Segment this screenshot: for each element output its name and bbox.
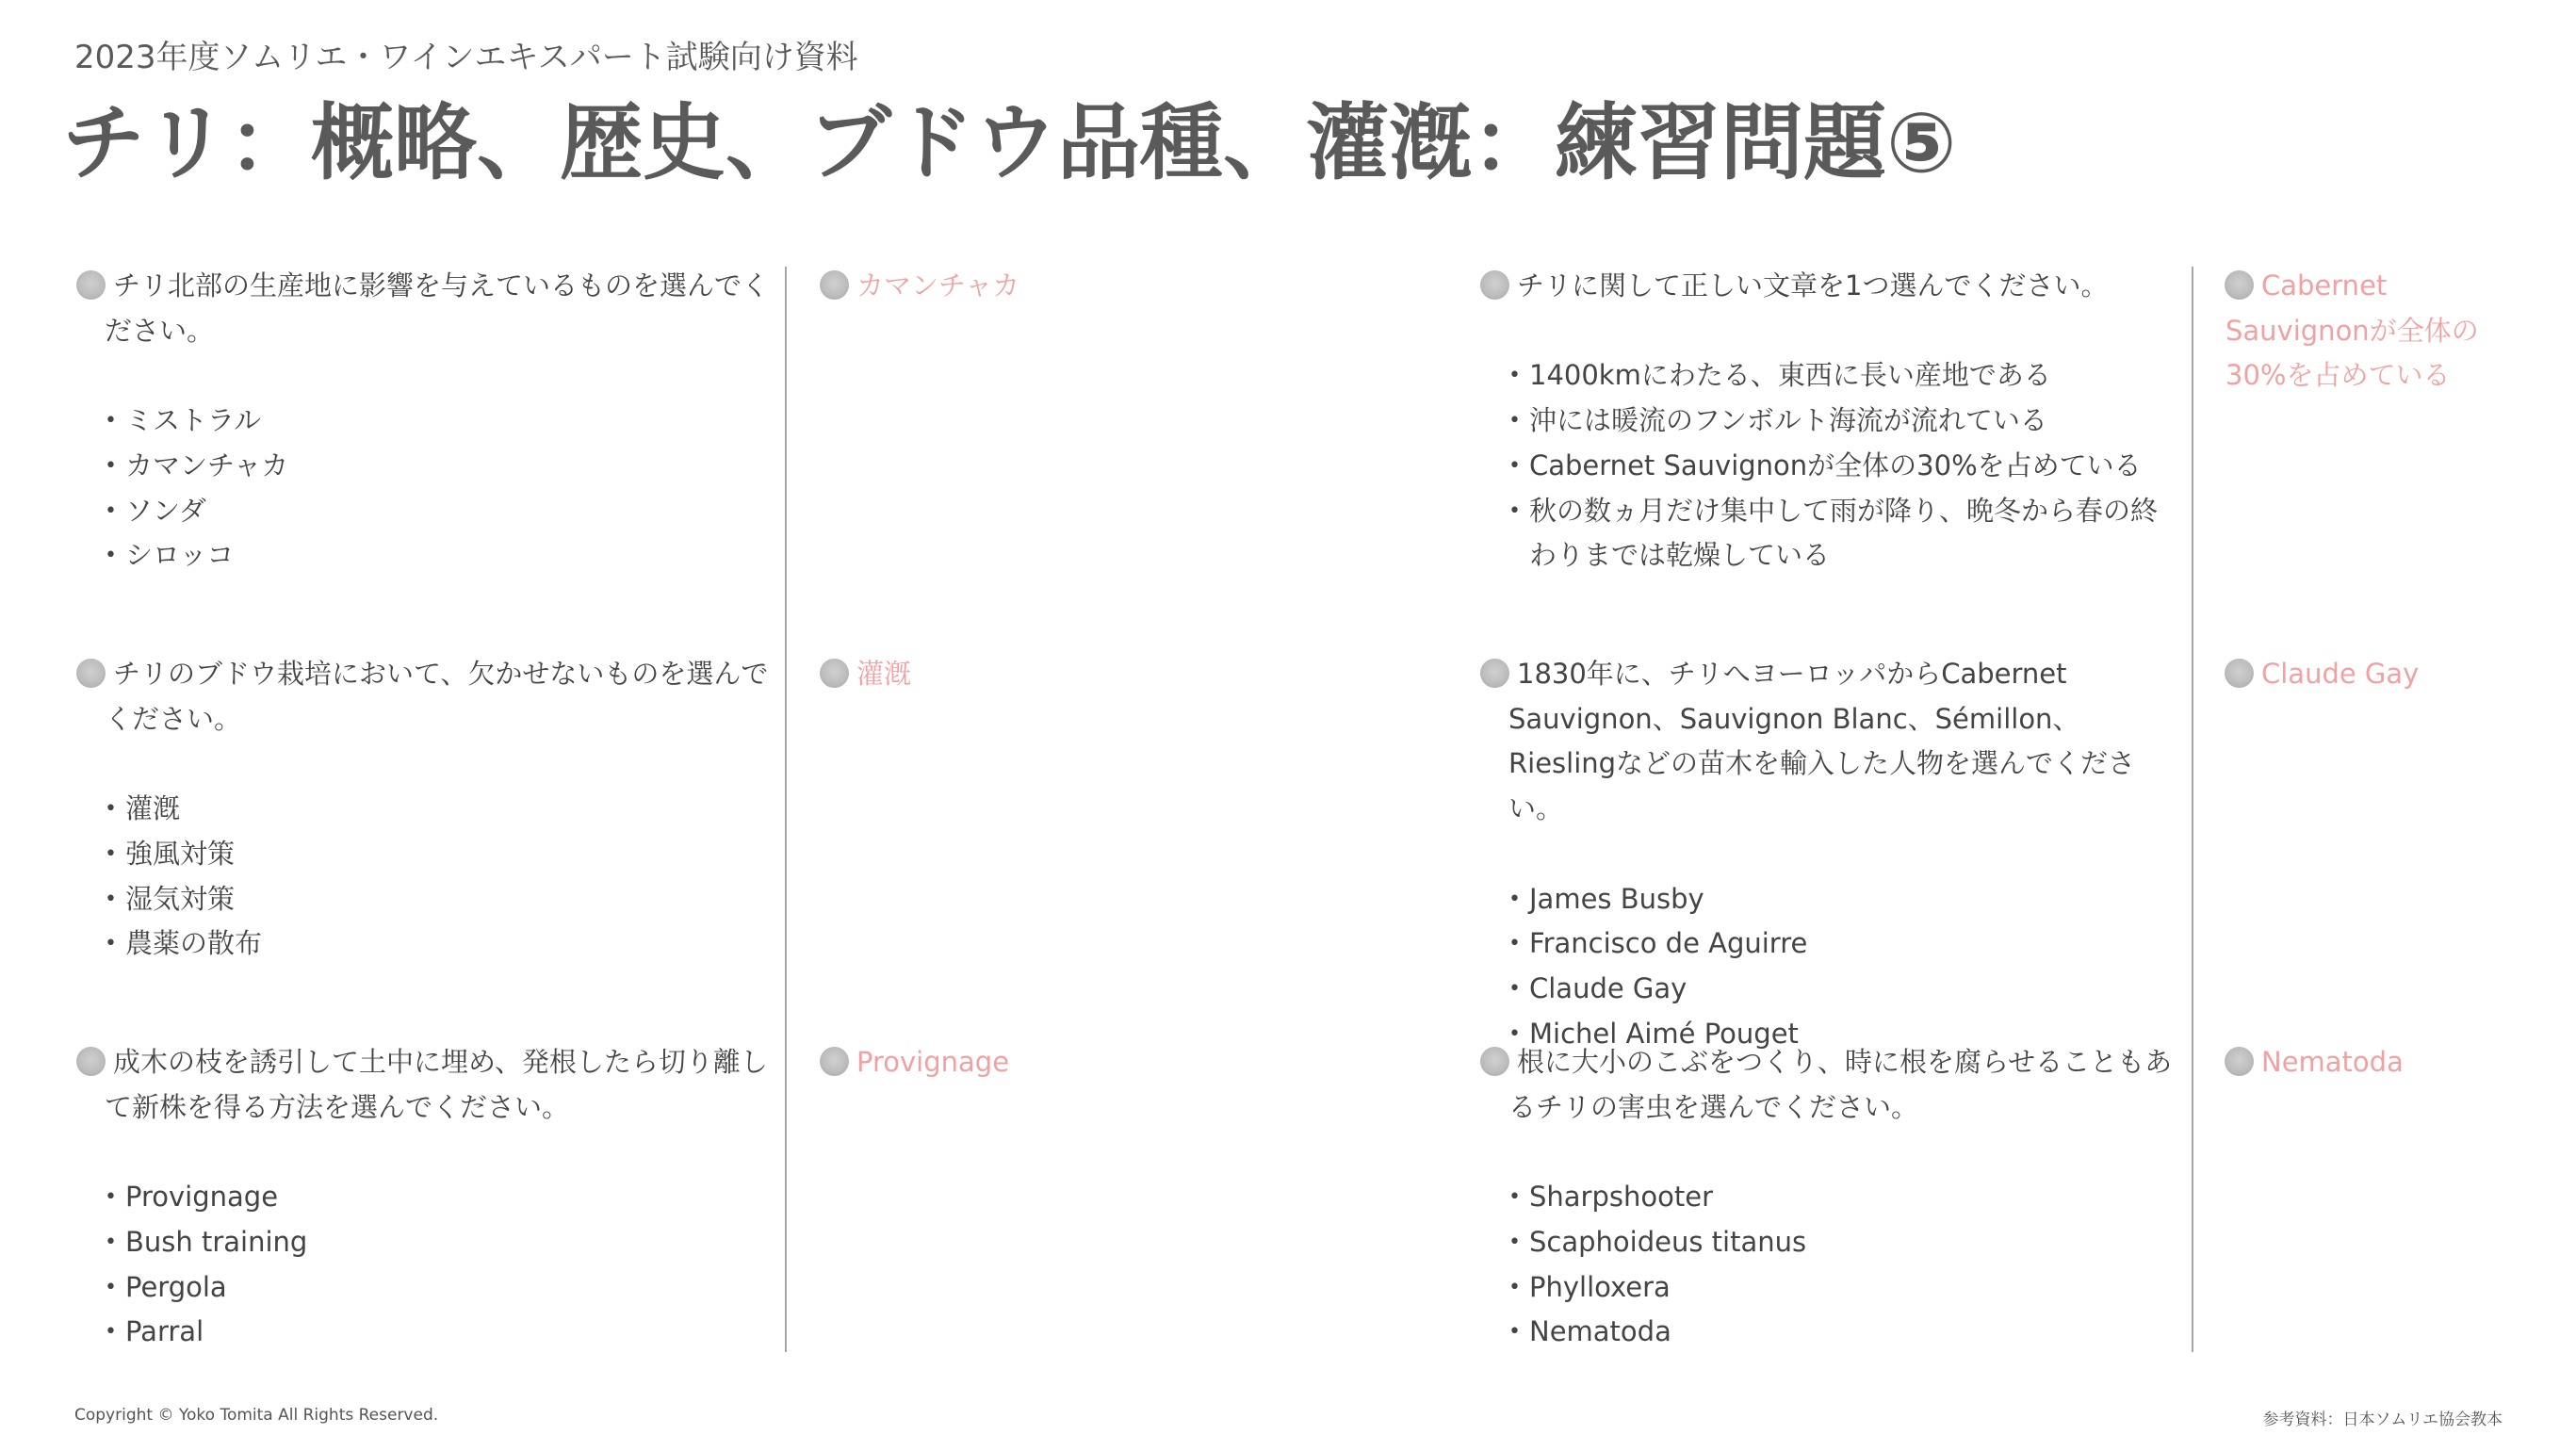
option-item: • 1400kmにわたる、東西に長い産地である xyxy=(1508,353,2177,399)
question-6 xyxy=(1508,1040,2177,1355)
option-item: • Pergola xyxy=(105,1265,769,1311)
option-item: • カマンチャカ xyxy=(105,444,769,489)
bullet-circle-icon xyxy=(2225,270,2254,300)
option-item: • Provignage xyxy=(105,1175,769,1220)
answer-1 xyxy=(821,264,1405,309)
option-item: • Nematoda xyxy=(1508,1310,2177,1355)
option-item: • Claude Gay xyxy=(1508,967,2177,1012)
bullet-circle-icon xyxy=(76,270,106,300)
option-list xyxy=(105,787,769,967)
option-item: • 秋の数ヵ月だけ集中して雨が降り、晩冬から春の終 xyxy=(1508,489,2177,534)
column-divider-right xyxy=(2192,267,2193,1352)
option-item: • シロッコ xyxy=(105,533,769,579)
answer-text: Provignage xyxy=(856,1046,1010,1078)
option-item: • 湿気対策 xyxy=(105,877,769,922)
option-item: • Francisco de Aguirre xyxy=(1508,921,2177,967)
question-text: チリに関して正しい文章を1つ選んでください。 xyxy=(1517,269,2109,302)
answer-2 xyxy=(2225,264,2508,399)
bullet-circle-icon xyxy=(1480,659,1509,688)
question-1 xyxy=(105,264,769,579)
bullet-circle-icon xyxy=(820,1047,849,1076)
option-list xyxy=(1508,1175,2177,1355)
question-3 xyxy=(105,652,769,967)
question-text: 根に大小のこぶをつくり、時に根を腐らせることもあるチリの害虫を選んでください。 xyxy=(1508,1046,2173,1123)
question-text: チリのブドウ栽培において、欠かせないものを選んでください。 xyxy=(105,658,769,735)
answer-3 xyxy=(821,652,1405,697)
bullet-circle-icon xyxy=(2225,1047,2254,1076)
question-5 xyxy=(105,1040,769,1355)
option-list xyxy=(1508,353,2177,579)
answer-6 xyxy=(2225,1040,2508,1085)
question-text: チリ北部の生産地に影響を与えているものを選んでください。 xyxy=(105,269,770,347)
bullet-circle-icon xyxy=(820,659,849,688)
option-item: • 農薬の散布 xyxy=(105,921,769,967)
answer-text: Claude Gay xyxy=(2261,658,2420,690)
copyright: Copyright © Yoko Tomita All Rights Reserved. xyxy=(74,1406,439,1425)
option-item: • Cabernet Sauvignonが全体の30%を占めている xyxy=(1508,444,2177,489)
option-item: • 灌漑 xyxy=(105,787,769,832)
option-item: • ソンダ xyxy=(105,489,769,534)
option-item: • 強風対策 xyxy=(105,832,769,877)
option-item: • James Busby xyxy=(1508,877,2177,922)
question-text: 成木の枝を誘引して土中に埋め、発根したら切り離して新株を得る方法を選んでください。 xyxy=(105,1046,768,1123)
answer-text: 灌漑 xyxy=(856,658,912,690)
option-list xyxy=(1508,877,2177,1057)
answer-5 xyxy=(821,1040,1405,1085)
bullet-circle-icon xyxy=(1480,270,1509,300)
option-list xyxy=(105,399,769,579)
bullet-circle-icon xyxy=(76,1047,106,1076)
bullet-circle-icon xyxy=(2225,659,2254,688)
option-item: • Phylloxera xyxy=(1508,1265,2177,1311)
bullet-circle-icon xyxy=(76,659,106,688)
option-item: • Parral xyxy=(105,1310,769,1355)
option-item: • Michel Aimé Pouget xyxy=(1508,1012,2177,1057)
answer-text: カマンチャカ xyxy=(856,269,1020,302)
option-item: • 沖には暖流のフンボルト海流が流れている xyxy=(1508,399,2177,444)
question-text: 1830年に、チリへヨーロッパからCabernet Sauvignon、Sauvignon Blanc、Sémillon、Rieslingなどの苗木を輸入した人物を選んでください。 xyxy=(1508,658,2136,825)
column-divider-left xyxy=(785,267,787,1352)
answer-4 xyxy=(2225,652,2508,697)
question-2 xyxy=(1508,264,2177,579)
answer-text: Cabernet Sauvignonが全体の30%を占めている xyxy=(2225,269,2479,392)
answer-text: Nematoda xyxy=(2261,1046,2404,1078)
option-item: • Bush training xyxy=(105,1220,769,1265)
bullet-circle-icon xyxy=(820,270,849,300)
question-4 xyxy=(1508,652,2177,1056)
option-item: • Sharpshooter xyxy=(1508,1175,2177,1220)
bullet-circle-icon xyxy=(1480,1047,1509,1076)
option-list xyxy=(105,1175,769,1355)
reference-note: 参考資料：日本ソムリエ協会教本 xyxy=(2262,1410,2503,1429)
option-item: • Scaphoideus titanus xyxy=(1508,1220,2177,1265)
option-item: • ミストラル xyxy=(105,399,769,444)
option-item-continued: わりまでは乾燥している xyxy=(1529,539,1831,572)
page-subtitle: 2023年度ソムリエ・ワインエキスパート試験向け資料 xyxy=(74,39,858,76)
page-title: チリ：概略、歴史、ブドウ品種、灌漑：練習問題⑤ xyxy=(62,94,1957,191)
